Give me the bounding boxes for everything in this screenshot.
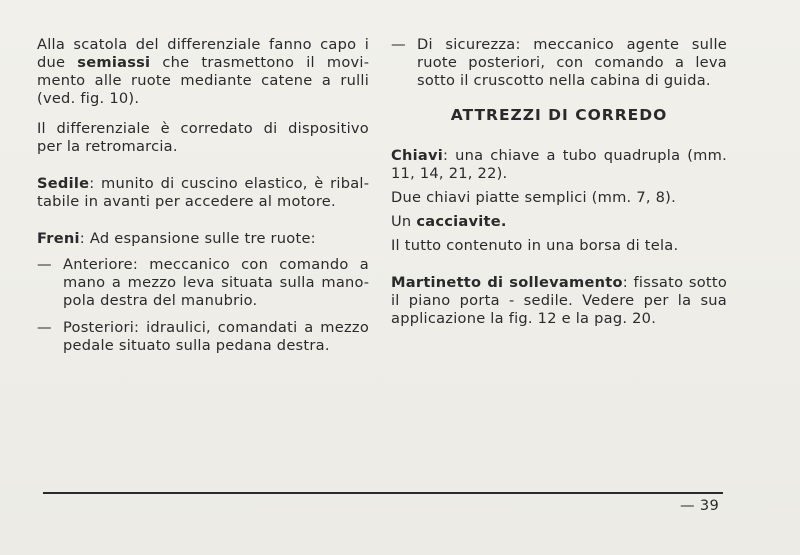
paragraph-text: : fissato sotto il piano porta - sedile. Vedere per la sua applicazione la fig. 12 e la pag. 20. <box>391 274 727 327</box>
bold-term-sedile: Sedile <box>37 175 90 192</box>
chiavi-piatte-line: Due chiavi piatte semplici (mm. 7, 8). <box>391 189 676 206</box>
paragraph-text: : una chiave a tubo quadrupla (mm. 11, 14, 21, 22). <box>391 147 727 182</box>
list-item-text: Posteriori: idraulici, comandati a mezzo pedale situato sulla pedana destra. <box>63 319 369 354</box>
cacciavite-line <box>391 213 727 231</box>
martinetto-paragraph <box>391 274 727 328</box>
left-column <box>37 36 369 364</box>
freni-paragraph <box>37 230 369 248</box>
list-item-text: Di sicurezza: meccanico agente sulle ruote posteriori, con comando a leva sotto il cruscotto nella cabina di guida. <box>417 36 727 89</box>
list-dash: — <box>37 256 52 273</box>
right-column <box>391 36 727 340</box>
sedile-paragraph <box>37 175 369 211</box>
page-number-dash: — <box>680 497 695 514</box>
freni-item-sicurezza <box>391 36 727 90</box>
differenziale-paragraph: Il differenziale è corredato di dispositivo per la retromarcia. <box>37 120 369 155</box>
paragraph-text: che trasmettono il movimento alle ruote mediante catene a rulli (ved. fig. 10). <box>37 54 369 107</box>
semiassi-paragraph <box>37 36 369 108</box>
page-number <box>680 497 719 514</box>
bold-term-freni: Freni <box>37 230 80 247</box>
bold-term-martinetto: Martinetto di sollevamento <box>391 274 623 291</box>
list-dash: — <box>391 36 406 53</box>
bold-term-semiassi: semiassi <box>77 54 151 71</box>
borsa-line: Il tutto contenuto in una borsa di tela. <box>391 237 679 254</box>
section-title: ATTREZZI DI CORREDO <box>450 106 668 124</box>
footer-rule <box>43 492 723 494</box>
freni-item-posteriori <box>37 319 369 355</box>
bold-term-cacciavite: cacciavite. <box>416 213 507 230</box>
paragraph-text: Alla scatola del differenziale fanno capo i due <box>37 36 369 71</box>
paragraph-text: Un <box>391 213 417 230</box>
paragraph-text: : Ad espansione sulle tre ruote: <box>79 230 316 247</box>
page-number-value: 39 <box>699 497 720 514</box>
paragraph-text: : munito di cuscino elastico, è ribaltabile in avanti per accedere al motore. <box>37 175 369 210</box>
bold-term-chiavi: Chiavi <box>391 147 443 164</box>
list-dash: — <box>37 319 52 336</box>
freni-item-anteriore <box>37 256 369 310</box>
list-item-text: Anteriore: meccanico con comando a mano a mezzo leva situata sulla manopola destra del manubrio. <box>63 256 369 309</box>
chiavi-paragraph <box>391 147 727 183</box>
